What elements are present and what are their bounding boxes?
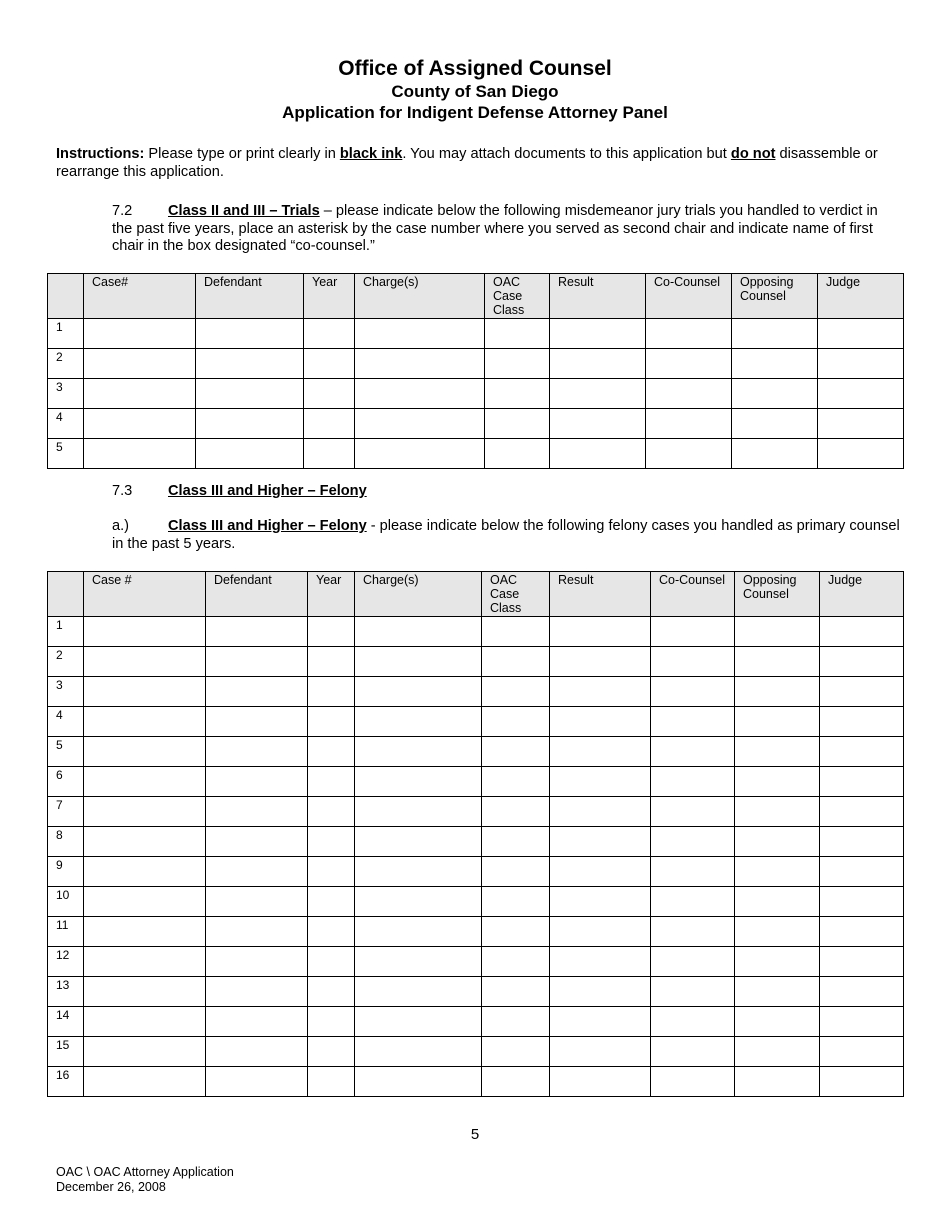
cell-oac-case-class[interactable] — [482, 767, 550, 797]
row-number: 9 — [48, 857, 84, 887]
cell-judge[interactable] — [820, 977, 904, 1007]
cell-result[interactable] — [550, 409, 646, 439]
cell-year[interactable] — [308, 737, 355, 767]
cell-case[interactable] — [84, 1037, 206, 1067]
cell-co-counsel[interactable] — [651, 1067, 735, 1097]
cell-opposing-counsel[interactable] — [735, 977, 820, 1007]
cell-co-counsel[interactable] — [651, 677, 735, 707]
cell-result[interactable] — [550, 1007, 651, 1037]
cell-defendant[interactable] — [206, 797, 308, 827]
cell-result[interactable] — [550, 737, 651, 767]
page-number: 5 — [470, 1126, 480, 1143]
table-row — [48, 677, 904, 707]
cell-opposing-counsel[interactable] — [732, 319, 818, 349]
cell-case[interactable] — [84, 349, 196, 379]
column-header-result: Result — [550, 572, 651, 617]
cell-case[interactable] — [84, 917, 206, 947]
cell-oac-case-class[interactable] — [485, 379, 550, 409]
row-number: 2 — [48, 647, 84, 677]
cell-charge-s[interactable] — [355, 379, 485, 409]
cell-defendant[interactable] — [206, 1067, 308, 1097]
cell-result[interactable] — [550, 349, 646, 379]
row-number: 14 — [48, 1007, 84, 1037]
cell-opposing-counsel[interactable] — [735, 917, 820, 947]
cell-judge[interactable] — [820, 947, 904, 977]
cell-case[interactable] — [84, 677, 206, 707]
cell-defendant[interactable] — [206, 887, 308, 917]
table-row — [48, 827, 904, 857]
cell-result[interactable] — [550, 887, 651, 917]
section-7-2-number: 7.2 — [112, 203, 133, 219]
instructions-text-1: Please type or print clearly in — [144, 146, 340, 162]
instructions-text-3: disassemble or rearrange this application. — [56, 146, 878, 180]
table-row — [48, 349, 904, 379]
cell-defendant[interactable] — [206, 737, 308, 767]
cell-year[interactable] — [308, 1037, 355, 1067]
column-header-judge: Judge — [820, 572, 904, 617]
cell-co-counsel[interactable] — [651, 737, 735, 767]
table-row — [48, 737, 904, 767]
cell-co-counsel[interactable] — [651, 1037, 735, 1067]
cell-judge[interactable] — [820, 1007, 904, 1037]
section-a-number: a.) — [112, 518, 130, 534]
cell-defendant[interactable] — [206, 1007, 308, 1037]
column-header-charge-s: Charge(s) — [355, 274, 485, 319]
column-header-opposing-counsel: Opposing Counsel — [732, 274, 818, 319]
cell-defendant[interactable] — [196, 349, 304, 379]
cell-charge-s[interactable] — [355, 439, 485, 469]
cell-co-counsel[interactable] — [651, 947, 735, 977]
column-header-defendant: Defendant — [196, 274, 304, 319]
cell-charge-s[interactable] — [355, 1037, 482, 1067]
cell-result[interactable] — [550, 647, 651, 677]
cell-charge-s[interactable] — [355, 707, 482, 737]
cell-year[interactable] — [308, 1007, 355, 1037]
cell-defendant[interactable] — [206, 677, 308, 707]
cell-year[interactable] — [308, 647, 355, 677]
cell-oac-case-class[interactable] — [482, 857, 550, 887]
cell-opposing-counsel[interactable] — [735, 947, 820, 977]
cell-case[interactable] — [84, 767, 206, 797]
application-subtitle: Application for Indigent Defense Attorney Panel — [282, 103, 668, 122]
column-header-year: Year — [304, 274, 355, 319]
cell-oac-case-class[interactable] — [482, 707, 550, 737]
table-row — [48, 617, 904, 647]
cell-oac-case-class[interactable] — [482, 677, 550, 707]
section-7-3-number: 7.3 — [112, 483, 133, 499]
cell-co-counsel[interactable] — [646, 349, 732, 379]
cell-case[interactable] — [84, 797, 206, 827]
table-body — [48, 319, 904, 469]
cell-charge-s[interactable] — [355, 767, 482, 797]
cell-charge-s[interactable] — [355, 947, 482, 977]
table-body — [48, 617, 904, 1097]
cell-defendant[interactable] — [196, 409, 304, 439]
section-7-3-heading: Class III and Higher – Felony — [168, 483, 367, 499]
cell-co-counsel[interactable] — [651, 857, 735, 887]
cell-defendant[interactable] — [206, 827, 308, 857]
cell-year[interactable] — [304, 349, 355, 379]
section-7-2-text: – please indicate below the following misdemeanor jury trials you handled to verdict in the past five years, place an asterisk by the case number where you served as second chair and indicate name of first chair in the box designated “co-counsel.” — [112, 203, 878, 254]
row-number: 1 — [48, 319, 84, 349]
cell-result[interactable] — [550, 767, 651, 797]
cell-case[interactable] — [84, 379, 196, 409]
cell-co-counsel[interactable] — [651, 707, 735, 737]
cell-judge[interactable] — [818, 409, 904, 439]
cell-opposing-counsel[interactable] — [735, 617, 820, 647]
cell-judge[interactable] — [820, 677, 904, 707]
row-number: 7 — [48, 797, 84, 827]
cell-oac-case-class[interactable] — [482, 1067, 550, 1097]
cell-year[interactable] — [304, 319, 355, 349]
cell-charge-s[interactable] — [355, 737, 482, 767]
cell-opposing-counsel[interactable] — [732, 439, 818, 469]
table-row — [48, 857, 904, 887]
row-number: 11 — [48, 917, 84, 947]
cell-oac-case-class[interactable] — [482, 617, 550, 647]
cell-opposing-counsel[interactable] — [735, 1067, 820, 1097]
document-footer — [56, 1165, 234, 1194]
cell-oac-case-class[interactable] — [485, 319, 550, 349]
cell-opposing-counsel[interactable] — [732, 349, 818, 379]
table-row — [48, 1007, 904, 1037]
row-number: 4 — [48, 707, 84, 737]
column-header-defendant: Defendant — [206, 572, 308, 617]
cell-judge[interactable] — [818, 439, 904, 469]
table-row — [48, 767, 904, 797]
cell-co-counsel[interactable] — [651, 827, 735, 857]
cell-charge-s[interactable] — [355, 319, 485, 349]
row-number: 15 — [48, 1037, 84, 1067]
cell-oac-case-class[interactable] — [482, 887, 550, 917]
table-row — [48, 977, 904, 1007]
table-header-row — [48, 572, 904, 617]
cell-opposing-counsel[interactable] — [732, 379, 818, 409]
cell-result[interactable] — [550, 1067, 651, 1097]
table-row — [48, 409, 904, 439]
cell-opposing-counsel[interactable] — [735, 737, 820, 767]
cell-case[interactable] — [84, 977, 206, 1007]
table-row — [48, 439, 904, 469]
cell-year[interactable] — [308, 677, 355, 707]
cell-co-counsel[interactable] — [646, 319, 732, 349]
felony-cases-table — [47, 571, 904, 1097]
cell-opposing-counsel[interactable] — [735, 797, 820, 827]
cell-result[interactable] — [550, 917, 651, 947]
cell-case[interactable] — [84, 857, 206, 887]
row-number: 12 — [48, 947, 84, 977]
cell-judge[interactable] — [818, 319, 904, 349]
cell-opposing-counsel[interactable] — [735, 857, 820, 887]
cell-judge[interactable] — [820, 857, 904, 887]
cell-result[interactable] — [550, 617, 651, 647]
cell-charge-s[interactable] — [355, 887, 482, 917]
column-header-charge-s: Charge(s) — [355, 572, 482, 617]
cell-year[interactable] — [308, 797, 355, 827]
cell-result[interactable] — [550, 379, 646, 409]
cell-year[interactable] — [304, 439, 355, 469]
cell-judge[interactable] — [820, 1037, 904, 1067]
cell-opposing-counsel[interactable] — [735, 767, 820, 797]
document-header — [0, 57, 950, 124]
cell-result[interactable] — [550, 439, 646, 469]
section-a-text: - please indicate below the following felony cases you handled as primary counsel in the past 5 years. — [112, 518, 900, 552]
cell-co-counsel[interactable] — [651, 917, 735, 947]
cell-case[interactable] — [84, 647, 206, 677]
cell-opposing-counsel[interactable] — [735, 707, 820, 737]
row-number: 13 — [48, 977, 84, 1007]
column-header-oac-case-class: OAC Case Class — [485, 274, 550, 319]
section-7-2-heading: Class II and III – Trials — [168, 203, 320, 219]
cell-case[interactable] — [84, 319, 196, 349]
cell-oac-case-class[interactable] — [482, 947, 550, 977]
cell-year[interactable] — [308, 1067, 355, 1097]
cell-judge[interactable] — [820, 887, 904, 917]
instructions-emphasis-black-ink: black ink — [339, 146, 403, 162]
cell-defendant[interactable] — [196, 379, 304, 409]
misdemeanor-trials-table — [47, 273, 904, 469]
cell-oac-case-class[interactable] — [485, 409, 550, 439]
cell-judge[interactable] — [820, 917, 904, 947]
row-number: 2 — [48, 349, 84, 379]
cell-co-counsel[interactable] — [651, 977, 735, 1007]
cell-charge-s[interactable] — [355, 409, 485, 439]
row-number: 16 — [48, 1067, 84, 1097]
row-number-header — [48, 274, 84, 319]
row-number: 3 — [48, 379, 84, 409]
cell-year[interactable] — [308, 947, 355, 977]
cell-opposing-counsel[interactable] — [735, 887, 820, 917]
cell-co-counsel[interactable] — [651, 1007, 735, 1037]
cell-defendant[interactable] — [206, 1037, 308, 1067]
cell-co-counsel[interactable] — [651, 617, 735, 647]
cell-oac-case-class[interactable] — [482, 1007, 550, 1037]
cell-judge[interactable] — [820, 827, 904, 857]
cell-defendant[interactable] — [206, 977, 308, 1007]
county-name: County of San Diego — [391, 82, 559, 101]
cell-co-counsel[interactable] — [651, 797, 735, 827]
table-row — [48, 319, 904, 349]
table-row — [48, 947, 904, 977]
table-row — [48, 707, 904, 737]
table-row — [48, 1067, 904, 1097]
cell-case[interactable] — [84, 887, 206, 917]
cell-case[interactable] — [84, 439, 196, 469]
table-row — [48, 797, 904, 827]
column-header-judge: Judge — [818, 274, 904, 319]
cell-opposing-counsel[interactable] — [735, 1037, 820, 1067]
section-7-2-paragraph — [112, 203, 902, 256]
cell-case[interactable] — [84, 827, 206, 857]
cell-oac-case-class[interactable] — [482, 977, 550, 1007]
cell-co-counsel[interactable] — [651, 887, 735, 917]
cell-judge[interactable] — [818, 349, 904, 379]
instructions-emphasis-do-not: do not — [730, 146, 776, 162]
row-number: 5 — [48, 439, 84, 469]
cell-year[interactable] — [308, 917, 355, 947]
cell-oac-case-class[interactable] — [482, 797, 550, 827]
cell-judge[interactable] — [820, 1067, 904, 1097]
cell-opposing-counsel[interactable] — [735, 647, 820, 677]
cell-co-counsel[interactable] — [646, 439, 732, 469]
cell-oac-case-class[interactable] — [482, 917, 550, 947]
cell-judge[interactable] — [820, 767, 904, 797]
cell-charge-s[interactable] — [355, 1007, 482, 1037]
section-7-3-heading-line — [112, 483, 902, 501]
cell-result[interactable] — [550, 947, 651, 977]
document-title: Office of Assigned Counsel — [338, 57, 612, 80]
cell-year[interactable] — [308, 617, 355, 647]
row-number-header — [48, 572, 84, 617]
column-header-oac-case-class: OAC Case Class — [482, 572, 550, 617]
table-header-row — [48, 274, 904, 319]
column-header-case: Case # — [84, 572, 206, 617]
cell-year[interactable] — [308, 827, 355, 857]
cell-year[interactable] — [304, 379, 355, 409]
table-row — [48, 917, 904, 947]
cell-year[interactable] — [304, 409, 355, 439]
cell-result[interactable] — [550, 857, 651, 887]
instructions-text-2: . You may attach documents to this application but — [402, 146, 731, 162]
cell-oac-case-class[interactable] — [482, 1037, 550, 1067]
cell-charge-s[interactable] — [355, 797, 482, 827]
column-header-co-counsel: Co-Counsel — [651, 572, 735, 617]
cell-charge-s[interactable] — [355, 857, 482, 887]
row-number: 3 — [48, 677, 84, 707]
cell-opposing-counsel[interactable] — [732, 409, 818, 439]
row-number: 8 — [48, 827, 84, 857]
cell-judge[interactable] — [818, 379, 904, 409]
cell-defendant[interactable] — [206, 857, 308, 887]
table-row — [48, 379, 904, 409]
column-header-opposing-counsel: Opposing Counsel — [735, 572, 820, 617]
cell-case[interactable] — [84, 737, 206, 767]
row-number: 5 — [48, 737, 84, 767]
cell-result[interactable] — [550, 707, 651, 737]
cell-judge[interactable] — [820, 647, 904, 677]
cell-result[interactable] — [550, 677, 651, 707]
instructions-label: Instructions: — [56, 146, 145, 162]
table-row — [48, 647, 904, 677]
row-number: 1 — [48, 617, 84, 647]
cell-defendant[interactable] — [206, 617, 308, 647]
cell-defendant[interactable] — [206, 917, 308, 947]
cell-case[interactable] — [84, 1007, 206, 1037]
cell-defendant[interactable] — [206, 707, 308, 737]
cell-opposing-counsel[interactable] — [735, 677, 820, 707]
cell-opposing-counsel[interactable] — [735, 1007, 820, 1037]
cell-defendant[interactable] — [196, 439, 304, 469]
cell-year[interactable] — [308, 857, 355, 887]
footer-date: December 26, 2008 — [56, 1179, 166, 1194]
cell-result[interactable] — [550, 977, 651, 1007]
cell-co-counsel[interactable] — [646, 409, 732, 439]
table-row — [48, 1037, 904, 1067]
row-number: 10 — [48, 887, 84, 917]
cell-judge[interactable] — [820, 737, 904, 767]
instructions-paragraph — [56, 146, 896, 181]
cell-charge-s[interactable] — [355, 977, 482, 1007]
cell-oac-case-class[interactable] — [482, 827, 550, 857]
cell-opposing-counsel[interactable] — [735, 827, 820, 857]
footer-document-path: OAC \ OAC Attorney Application — [56, 1165, 234, 1179]
section-a-heading: Class III and Higher – Felony — [168, 518, 367, 534]
cell-result[interactable] — [550, 319, 646, 349]
table-row — [48, 887, 904, 917]
cell-case[interactable] — [84, 617, 206, 647]
cell-year[interactable] — [308, 767, 355, 797]
cell-charge-s[interactable] — [355, 677, 482, 707]
column-header-result: Result — [550, 274, 646, 319]
cell-defendant[interactable] — [196, 319, 304, 349]
cell-defendant[interactable] — [206, 947, 308, 977]
cell-charge-s[interactable] — [355, 827, 482, 857]
cell-judge[interactable] — [820, 707, 904, 737]
cell-defendant[interactable] — [206, 767, 308, 797]
cell-case[interactable] — [84, 1067, 206, 1097]
cell-result[interactable] — [550, 1037, 651, 1067]
cell-year[interactable] — [308, 977, 355, 1007]
cell-oac-case-class[interactable] — [485, 439, 550, 469]
cell-charge-s[interactable] — [355, 647, 482, 677]
cell-judge[interactable] — [820, 797, 904, 827]
cell-co-counsel[interactable] — [651, 767, 735, 797]
cell-result[interactable] — [550, 797, 651, 827]
cell-year[interactable] — [308, 707, 355, 737]
cell-charge-s[interactable] — [355, 917, 482, 947]
section-a-paragraph — [112, 518, 902, 553]
cell-case[interactable] — [84, 409, 196, 439]
cell-oac-case-class[interactable] — [485, 349, 550, 379]
cell-charge-s[interactable] — [355, 349, 485, 379]
column-header-year: Year — [308, 572, 355, 617]
cell-co-counsel[interactable] — [646, 379, 732, 409]
row-number: 4 — [48, 409, 84, 439]
column-header-co-counsel: Co-Counsel — [646, 274, 732, 319]
cell-year[interactable] — [308, 887, 355, 917]
column-header-case: Case# — [84, 274, 196, 319]
cell-co-counsel[interactable] — [651, 647, 735, 677]
cell-defendant[interactable] — [206, 647, 308, 677]
cell-result[interactable] — [550, 827, 651, 857]
cell-oac-case-class[interactable] — [482, 737, 550, 767]
cell-case[interactable] — [84, 707, 206, 737]
cell-oac-case-class[interactable] — [482, 647, 550, 677]
cell-judge[interactable] — [820, 617, 904, 647]
cell-case[interactable] — [84, 947, 206, 977]
cell-charge-s[interactable] — [355, 1067, 482, 1097]
row-number: 6 — [48, 767, 84, 797]
cell-charge-s[interactable] — [355, 617, 482, 647]
